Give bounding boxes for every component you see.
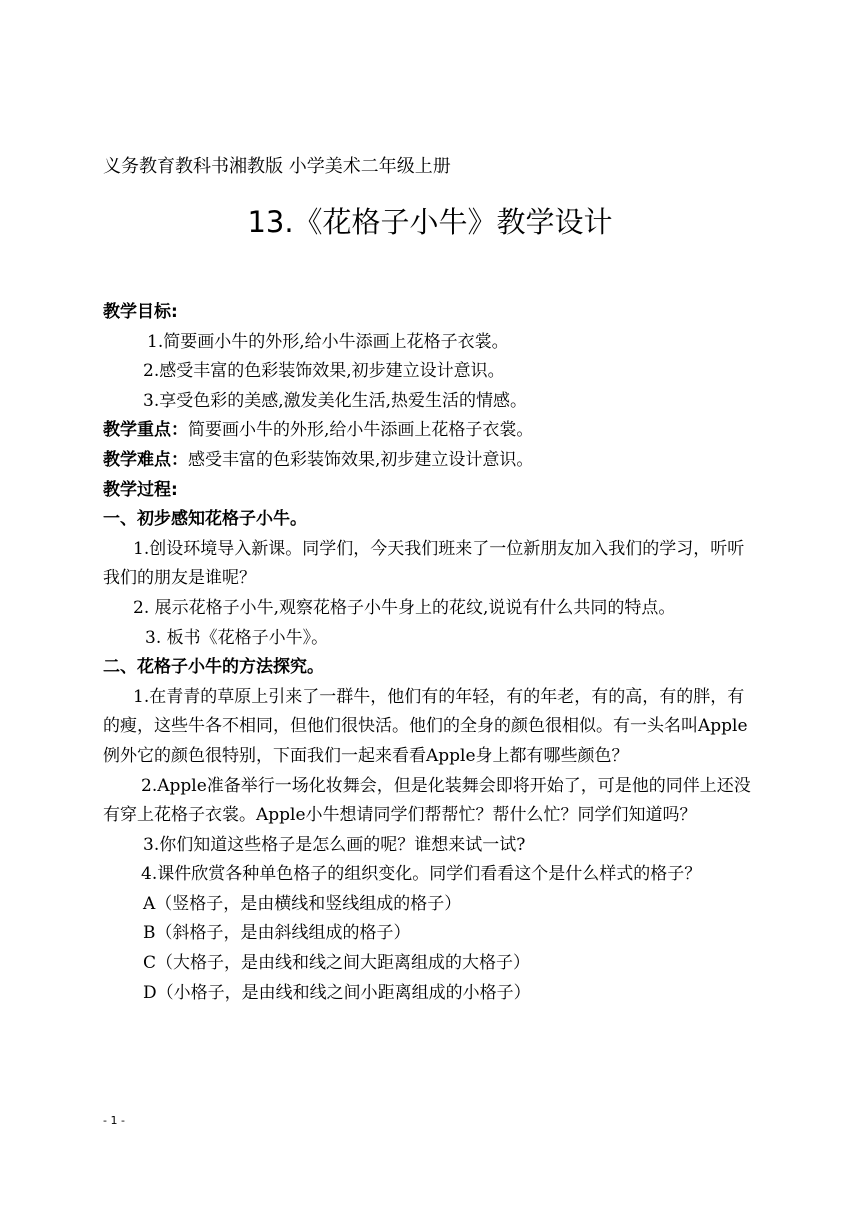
document-body xyxy=(103,298,759,1008)
textbook-header: 义务教育教科书湘教版 小学美术二年级上册 xyxy=(103,156,451,177)
section1-heading: 一、初步感知花格子小牛。 xyxy=(103,509,307,530)
process-heading: 教学过程: xyxy=(103,479,178,500)
key-point-label: 教学重点 xyxy=(103,420,171,441)
section1-item: 3. 板书《花格子小牛》。 xyxy=(145,627,329,648)
option-item: C（大格子，是由线和线之间大距离组成的大格子） xyxy=(143,953,531,974)
option-item: B（斜格子，是由斜线组成的格子） xyxy=(143,923,411,944)
difficulty-line xyxy=(103,446,759,476)
section1-item: 2. 展示花格子小牛,观察花格子小牛身上的花纹,说说有什么共同的特点。 xyxy=(133,597,676,618)
difficulty-label: 教学难点 xyxy=(103,449,171,470)
key-point-text: 简要画小牛的外形,给小牛添画上花格子衣裳。 xyxy=(188,420,534,441)
key-point-line xyxy=(103,416,759,446)
page-number: - 1 - xyxy=(103,1114,125,1127)
section1-item: 1.创设环境导入新课。同学们，今天我们班来了一位新朋友加入我们的学习，听听我们的朋友是谁呢？ xyxy=(103,538,745,589)
section2-item: 1.在青青的草原上引来了一群牛，他们有的年轻，有的年老，有的高，有的胖，有的瘦，这些牛各不相同，但他们很快活。他们的全身的颜色很相似。有一头名叫Apple例外它的颜色很特别，下面我们一起来看看Apple身上都有哪些颜色？ xyxy=(103,686,748,766)
difficulty-separator: ： xyxy=(171,449,188,470)
section2-item: 4.课件欣赏各种单色格子的组织变化。同学们看看这个是什么样式的格子？ xyxy=(141,864,702,885)
objectives-heading: 教学目标: xyxy=(103,302,178,322)
objective-item: 1.简要画小牛的外形,给小牛添画上花格子衣裳。 xyxy=(147,331,509,352)
option-item: A（竖格子，是由横线和竖线组成的格子） xyxy=(143,893,462,914)
difficulty-text: 感受丰富的色彩装饰效果,初步建立设计意识。 xyxy=(188,449,534,470)
objective-item: 2.感受丰富的色彩装饰效果,初步建立设计意识。 xyxy=(143,361,505,382)
section2-item: 3.你们知道这些格子是怎么画的呢？谁想来试一试? xyxy=(143,834,526,855)
section2-heading: 二、花格子小牛的方法探究。 xyxy=(103,657,324,678)
key-point-separator: ： xyxy=(171,420,188,441)
objective-item: 3.享受色彩的美感,激发美化生活,热爱生活的情感。 xyxy=(143,390,528,411)
option-item: D（小格子，是由线和线之间小距离组成的小格子） xyxy=(143,982,531,1003)
page-title: 13.《花格子小牛》教学设计 xyxy=(247,205,613,239)
section2-item: 2.Apple准备举行一场化妆舞会，但是化装舞会即将开始了，可是他的同伴上还没有穿上花格子衣裳。Apple小牛想请同学们帮帮忙？帮什么忙？同学们知道吗？ xyxy=(103,775,751,826)
